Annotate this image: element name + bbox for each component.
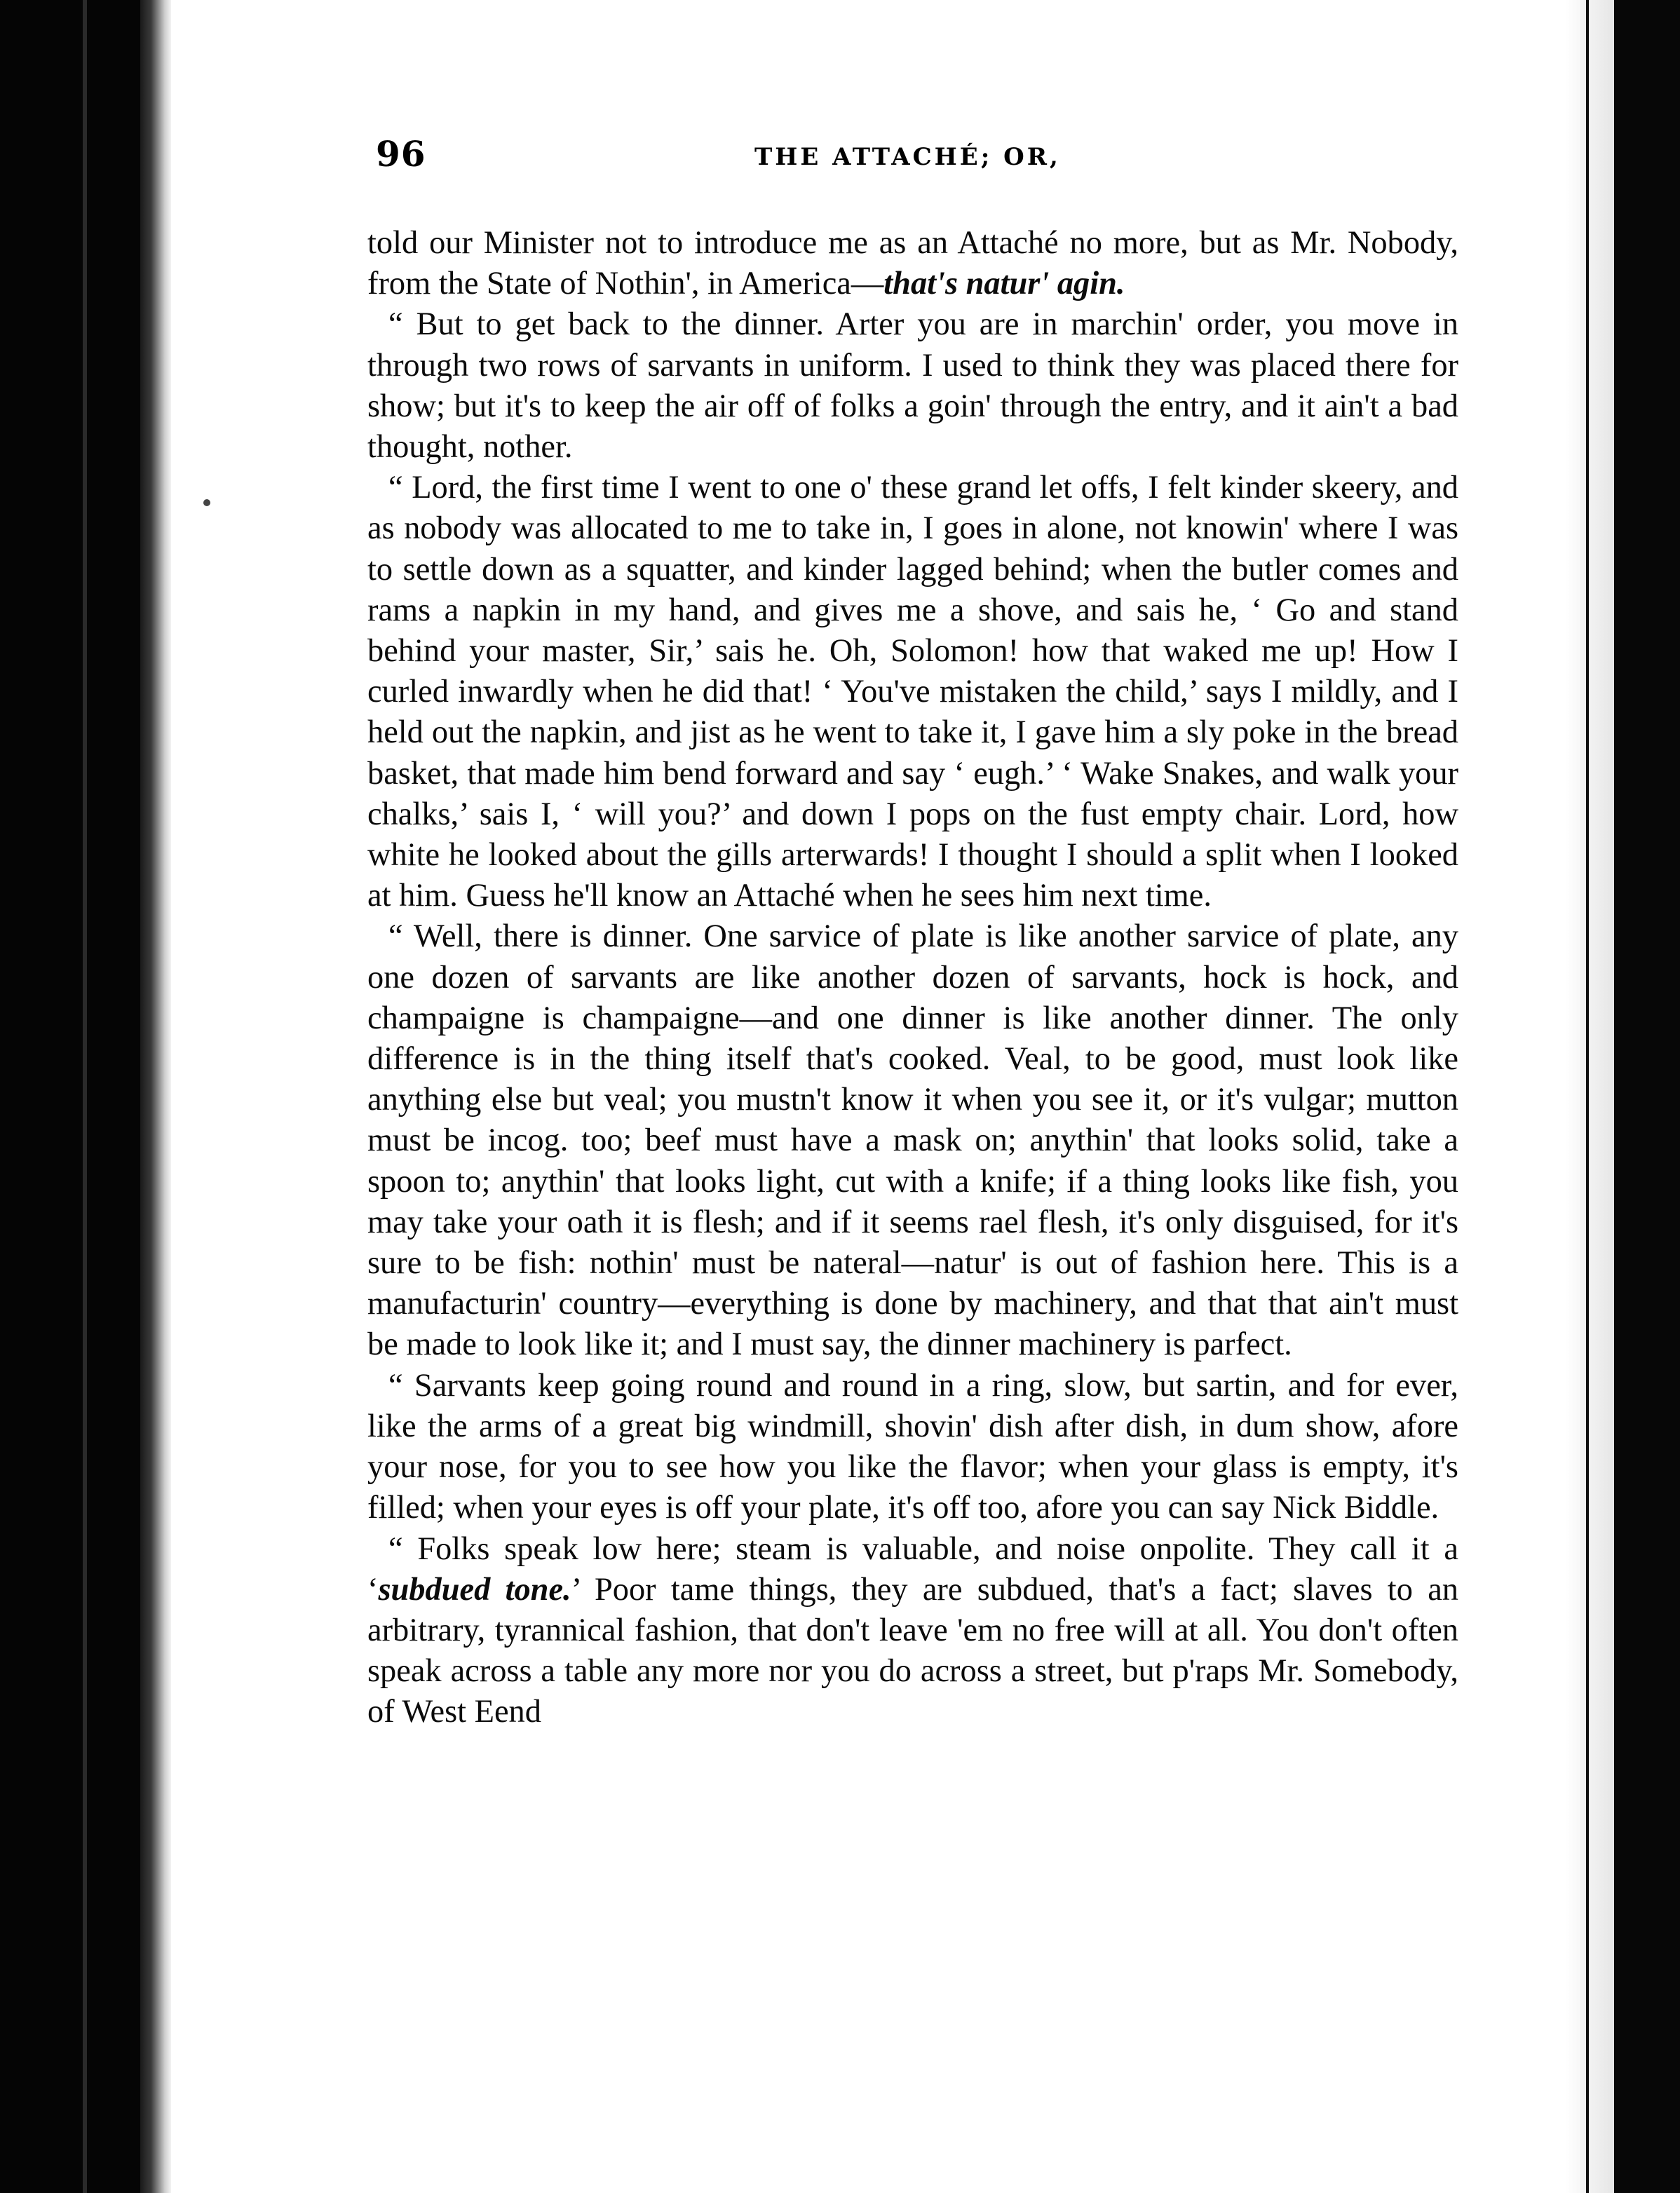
paragraph: “ Sarvants keep going round and round in a ring, slow, but sartin, and for ever, like the arms of a great big windmill, shovin' dish after dish, in dum show, afore your nose, for you to see how you like the flavor; when your glass is empty, it's filled; when your eyes is off your plate, it's off too, afore you can say Nick Biddle. xyxy=(367,1367,1458,1526)
book-binding-shadow xyxy=(0,0,140,2193)
page-gutter-edge xyxy=(140,0,171,2193)
body-text xyxy=(367,223,1458,1733)
ink-speck xyxy=(203,499,210,506)
page-right-margin xyxy=(1565,0,1614,2193)
scan-right-border xyxy=(1614,0,1680,2193)
emphasis-text: that's natur' agin. xyxy=(883,266,1125,302)
page-number: 96 xyxy=(376,133,426,175)
binding-stripe xyxy=(83,0,87,2193)
paragraph: told our Minister not to introduce me as an Attaché no more, but as Mr. Nobody, from the State of Nothin', in America—that's natur' agin. xyxy=(367,225,1458,302)
page-right-edge-line xyxy=(1586,0,1589,2193)
paragraph: “ But to get back to the dinner. Arter you are in marchin' order, you move in through two rows of sarvants in uniform. I used to think they was placed there for show; but it's to keep the air off of folks a goin' through the entry, and it ain't a bad thought, nother. xyxy=(367,306,1458,466)
paragraph: “ Folks speak low here; steam is valuable, and noise onpolite. They call it a ‘subdued tone.’ Poor tame things, they are subdued, that's a fact; slaves to an arbitrary, tyrannical fashion, that don't leave 'em no free will at all. You don't often speak across a table any more nor you do across a street, but p'raps Mr. Somebody, of West Eend xyxy=(367,1530,1458,1730)
emphasis-text: subdued tone. xyxy=(378,1571,571,1608)
paragraph: “ Lord, the first time I went to one o' these grand let offs, I felt kinder skeery, and as nobody was allocated to me to take in, I goes in alone, not knowin' where I was to settle down as a squatter, and kinder lagged behind; when the butler comes and rams a napkin in my hand, and gives me a shove, and sais he, ‘ Go and stand behind your master, Sir,’ sais he. Oh, Solomon! how that waked me up! How I curled inwardly when he did that! ‘ You've mistaken the child,’ says I mildly, and I held out the napkin, and jist as he went to take it, I gave him a sly poke in the bread basket, that made him bend forward and say ‘ eugh.’ ‘ Wake Snakes, and walk your chalks,’ sais I, ‘ will you?’ and down I pops on the fust empty chair. Lord, how white he looked about the gills arterwards! I thought I should a split when I looked at him. Guess he'll know an Attaché when he sees him next time. xyxy=(367,470,1458,914)
page-header xyxy=(376,133,1470,196)
paragraph: “ Well, there is dinner. One sarvice of plate is like another sarvice of plate, any one dozen of sarvants are like another dozen of sarvants, hock is hock, and champaigne is champaigne—and one dinner is like another dinner. The only difference is in the thing itself that's cooked. Veal, to be good, must look like anything else but veal; you mustn't know it when you see it, or it's vulgar; mutton must be incog. too; beef must have a mask on; anythin' that looks solid, take a spoon to; anythin' that looks light, cut with a knife; if a thing looks like fish, you may take your oath it is flesh; and if it seems rael flesh, it's only disguised, for it's sure to be fish: nothin' must be nateral—natur' is out of fashion here. This is a manufacturin' country—everything is done by machinery, and that that ain't must be made to look like it; and I must say, the dinner machinery is parfect. xyxy=(367,918,1458,1363)
running-head: THE ATTACHÉ; OR, xyxy=(754,143,1061,171)
